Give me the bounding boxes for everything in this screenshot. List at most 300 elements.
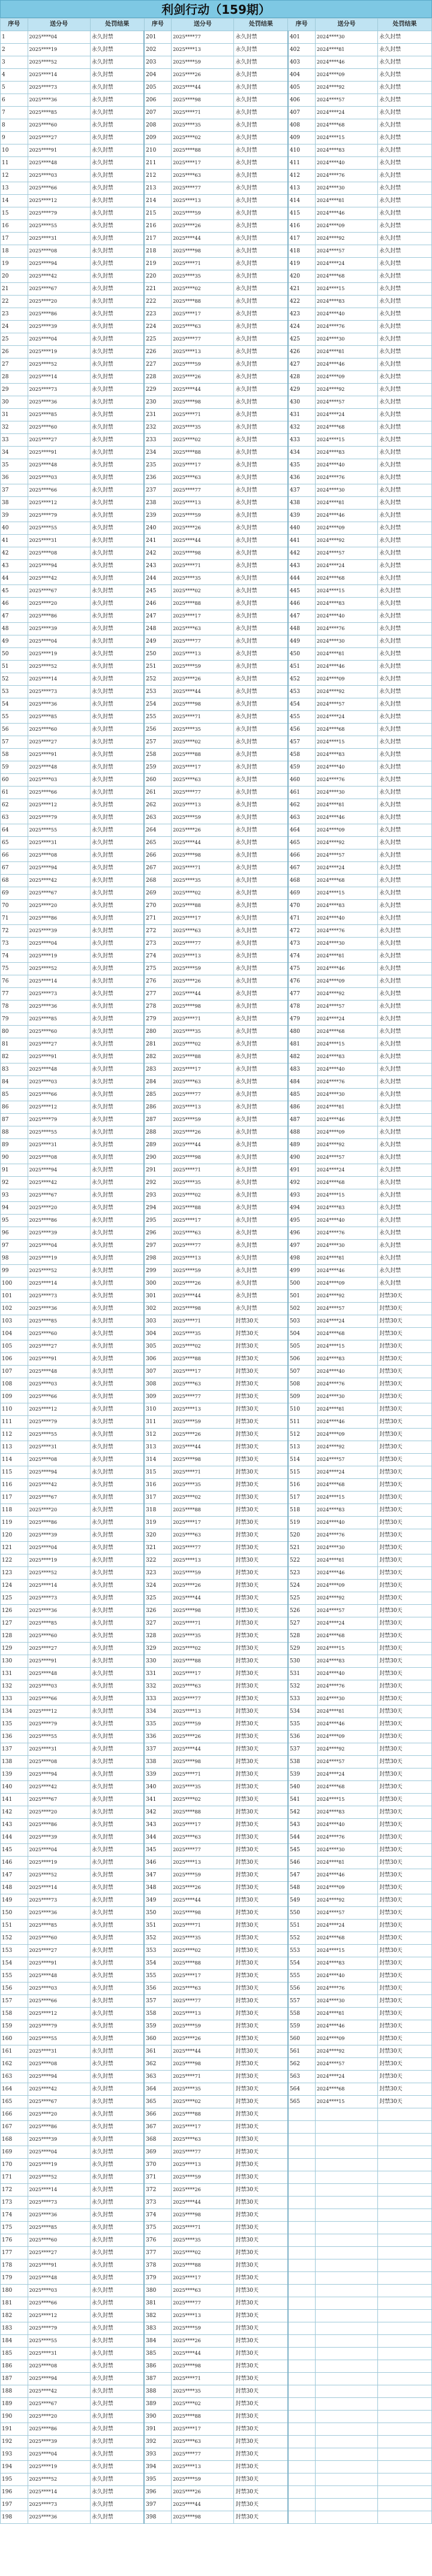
result-cell: 封禁30天 — [378, 2020, 432, 2033]
seq-cell: 466 — [288, 849, 316, 862]
id-cell: 2025****26 — [172, 371, 234, 384]
table-row — [1, 686, 432, 698]
seq-cell: 222 — [144, 296, 172, 308]
seq-cell: 35 — [1, 459, 28, 472]
id-cell: 2024****83 — [315, 1353, 377, 1366]
result-cell: 永久封禁 — [90, 2259, 144, 2272]
result-cell: 永久封禁 — [234, 724, 288, 736]
seq-cell: 485 — [288, 1089, 316, 1101]
result-cell: 永久封禁 — [378, 207, 432, 220]
result-cell: 封禁30天 — [234, 1454, 288, 1466]
table-row — [1, 1831, 432, 1844]
seq-cell: 71 — [1, 912, 28, 925]
id-cell: 2025****04 — [28, 2146, 90, 2159]
id-cell — [315, 2146, 377, 2159]
id-cell: 2025****08 — [28, 1454, 90, 1466]
seq-cell: 250 — [144, 648, 172, 661]
seq-cell — [288, 2108, 316, 2121]
id-cell: 2024****30 — [315, 1391, 377, 1403]
table-row — [1, 44, 432, 56]
seq-cell: 437 — [288, 484, 316, 497]
id-cell: 2025****39 — [28, 1529, 90, 1542]
result-cell: 永久封禁 — [90, 925, 144, 938]
result-cell: 永久封禁 — [90, 1718, 144, 1731]
seq-cell: 393 — [144, 2448, 172, 2461]
result-cell: 永久封禁 — [90, 409, 144, 421]
result-cell: 永久封禁 — [90, 69, 144, 82]
result-cell: 永久封禁 — [90, 1920, 144, 1932]
id-cell: 2025****60 — [28, 1026, 90, 1038]
table-row — [1, 1328, 432, 1340]
result-cell: 永久封禁 — [378, 812, 432, 824]
seq-cell: 83 — [1, 1063, 28, 1076]
seq-cell: 15 — [1, 207, 28, 220]
result-cell: 封禁30天 — [378, 1592, 432, 1605]
id-cell: 2025****08 — [28, 245, 90, 258]
result-cell: 封禁30天 — [378, 1441, 432, 1454]
seq-cell: 109 — [1, 1391, 28, 1403]
seq-cell: 533 — [288, 1693, 316, 1706]
result-cell: 永久封禁 — [378, 938, 432, 950]
result-cell: 封禁30天 — [234, 1353, 288, 1366]
id-cell: 2025****36 — [28, 1605, 90, 1617]
seq-cell: 354 — [144, 1957, 172, 1970]
seq-cell: 394 — [144, 2461, 172, 2473]
seq-cell: 47 — [1, 610, 28, 623]
seq-cell: 545 — [288, 1844, 316, 1857]
id-cell: 2024****46 — [315, 1114, 377, 1126]
result-cell: 永久封禁 — [234, 1076, 288, 1089]
result-cell: 封禁30天 — [234, 1894, 288, 1907]
id-cell: 2025****63 — [172, 623, 234, 635]
result-cell: 永久封禁 — [90, 1970, 144, 1983]
table-row — [1, 1290, 432, 1303]
seq-cell: 270 — [144, 900, 172, 912]
id-cell: 2024****92 — [315, 2045, 377, 2058]
result-cell: 永久封禁 — [234, 1089, 288, 1101]
id-cell: 2025****03 — [28, 1378, 90, 1391]
result-cell: 封禁30天 — [234, 1869, 288, 1882]
table-row — [1, 875, 432, 887]
id-cell: 2025****31 — [28, 233, 90, 245]
id-cell: 2024****40 — [315, 912, 377, 925]
result-cell: 永久封禁 — [90, 2020, 144, 2033]
id-cell: 2025****73 — [28, 384, 90, 396]
seq-cell: 306 — [144, 1353, 172, 1366]
result-cell: 永久封禁 — [378, 774, 432, 787]
id-cell: 2025****67 — [28, 585, 90, 598]
id-cell — [315, 2373, 377, 2385]
result-cell: 永久封禁 — [234, 673, 288, 686]
seq-cell: 57 — [1, 736, 28, 749]
result-cell: 永久封禁 — [90, 434, 144, 447]
result-cell: 封禁30天 — [234, 1857, 288, 1869]
seq-cell: 500 — [288, 1278, 316, 1290]
id-cell: 2025****48 — [28, 1063, 90, 1076]
result-cell: 封禁30天 — [234, 2033, 288, 2045]
seq-cell: 524 — [288, 1580, 316, 1592]
result-cell: 封禁30天 — [378, 1668, 432, 1680]
header-seq: 序号 — [144, 19, 172, 31]
result-cell: 永久封禁 — [378, 1265, 432, 1278]
table-row — [1, 1378, 432, 1391]
result-cell: 封禁30天 — [378, 1391, 432, 1403]
result-cell: 封禁30天 — [378, 1378, 432, 1391]
result-cell: 永久封禁 — [90, 1152, 144, 1164]
result-cell: 封禁30天 — [378, 1416, 432, 1429]
id-cell: 2025****59 — [172, 1265, 234, 1278]
id-cell: 2024****68 — [315, 1932, 377, 1945]
table-row — [1, 2411, 432, 2423]
result-cell: 封禁30天 — [234, 1479, 288, 1492]
result-cell: 永久封禁 — [234, 1026, 288, 1038]
result-cell: 永久封禁 — [90, 1492, 144, 1504]
id-cell: 2025****94 — [28, 862, 90, 875]
result-cell: 永久封禁 — [378, 975, 432, 988]
result-cell: 永久封禁 — [90, 1983, 144, 1995]
seq-cell — [288, 2222, 316, 2234]
result-cell: 永久封禁 — [90, 1026, 144, 1038]
result-cell: 封禁30天 — [234, 1945, 288, 1957]
seq-cell: 37 — [1, 484, 28, 497]
id-cell: 2025****03 — [28, 1983, 90, 1995]
id-cell: 2024****40 — [315, 157, 377, 170]
result-cell — [378, 2134, 432, 2146]
result-cell: 永久封禁 — [90, 2146, 144, 2159]
result-cell: 永久封禁 — [90, 963, 144, 975]
id-cell: 2025****36 — [28, 2209, 90, 2222]
result-cell: 封禁30天 — [234, 1416, 288, 1429]
result-cell: 永久封禁 — [378, 358, 432, 371]
seq-cell: 91 — [1, 1164, 28, 1177]
result-cell: 永久封禁 — [90, 2083, 144, 2096]
id-cell: 2025****42 — [28, 573, 90, 585]
id-cell: 2025****67 — [28, 1492, 90, 1504]
result-cell: 封禁30天 — [234, 2499, 288, 2511]
result-cell: 永久封禁 — [90, 1089, 144, 1101]
seq-cell: 44 — [1, 573, 28, 585]
seq-cell: 66 — [1, 849, 28, 862]
seq-cell: 468 — [288, 875, 316, 887]
seq-cell: 211 — [144, 157, 172, 170]
id-cell: 2025****02 — [172, 2096, 234, 2108]
id-cell — [315, 2285, 377, 2297]
id-cell: 2025****31 — [28, 1441, 90, 1454]
result-cell: 永久封禁 — [90, 1227, 144, 1240]
result-cell: 永久封禁 — [90, 799, 144, 812]
seq-cell: 258 — [144, 749, 172, 761]
result-cell: 永久封禁 — [90, 1844, 144, 1857]
seq-cell: 418 — [288, 245, 316, 258]
result-cell — [378, 2486, 432, 2499]
seq-cell: 268 — [144, 875, 172, 887]
id-cell: 2025****42 — [28, 2385, 90, 2398]
seq-cell: 3 — [1, 56, 28, 69]
seq-cell: 520 — [288, 1529, 316, 1542]
seq-cell: 138 — [1, 1756, 28, 1768]
id-cell — [315, 2411, 377, 2423]
result-cell: 封禁30天 — [234, 2045, 288, 2058]
id-cell: 2025****08 — [28, 547, 90, 560]
result-cell: 永久封禁 — [90, 522, 144, 535]
seq-cell: 326 — [144, 1605, 172, 1617]
result-cell: 封禁30天 — [234, 1504, 288, 1517]
seq-cell: 69 — [1, 887, 28, 900]
result-cell: 永久封禁 — [90, 711, 144, 724]
result-cell: 永久封禁 — [378, 698, 432, 711]
table-row — [1, 2473, 432, 2486]
result-cell: 永久封禁 — [90, 2385, 144, 2398]
id-cell: 2024****15 — [315, 1340, 377, 1353]
id-cell: 2025****14 — [28, 1580, 90, 1592]
table-row — [1, 698, 432, 711]
result-cell: 永久封禁 — [234, 849, 288, 862]
table-row — [1, 560, 432, 573]
seq-cell: 249 — [144, 635, 172, 648]
result-cell: 永久封禁 — [90, 1164, 144, 1177]
id-cell: 2025****98 — [172, 1756, 234, 1768]
seq-cell: 325 — [144, 1592, 172, 1605]
seq-cell: 445 — [288, 585, 316, 598]
id-cell: 2024****81 — [315, 44, 377, 56]
seq-cell: 152 — [1, 1932, 28, 1945]
result-cell: 永久封禁 — [378, 170, 432, 182]
id-cell: 2024****40 — [315, 1819, 377, 1831]
id-cell: 2025****17 — [172, 1970, 234, 1983]
seq-cell: 375 — [144, 2222, 172, 2234]
result-cell — [378, 2461, 432, 2473]
table-row — [1, 585, 432, 598]
seq-cell: 308 — [144, 1378, 172, 1391]
result-cell: 封禁30天 — [234, 2197, 288, 2209]
result-cell: 永久封禁 — [234, 472, 288, 484]
id-cell: 2025****44 — [172, 686, 234, 698]
seq-cell: 314 — [144, 1454, 172, 1466]
seq-cell — [288, 2197, 316, 2209]
id-cell: 2025****88 — [172, 1051, 234, 1063]
id-cell: 2024****83 — [315, 749, 377, 761]
seq-cell: 432 — [288, 421, 316, 434]
id-cell: 2025****71 — [172, 1164, 234, 1177]
result-cell: 永久封禁 — [90, 2348, 144, 2360]
id-cell: 2024****15 — [315, 887, 377, 900]
result-cell — [378, 2411, 432, 2423]
result-cell: 封禁30天 — [234, 2511, 288, 2524]
id-cell: 2025****35 — [172, 573, 234, 585]
table-row — [1, 434, 432, 447]
seq-cell: 76 — [1, 975, 28, 988]
table-row — [1, 1542, 432, 1554]
result-cell — [378, 2159, 432, 2171]
seq-cell: 321 — [144, 1542, 172, 1554]
seq-cell: 217 — [144, 233, 172, 245]
result-cell: 封禁30天 — [234, 1542, 288, 1554]
result-cell: 封禁30天 — [234, 1718, 288, 1731]
id-cell: 2024****76 — [315, 1076, 377, 1089]
result-cell — [378, 2335, 432, 2348]
result-cell: 永久封禁 — [90, 2285, 144, 2297]
result-cell: 永久封禁 — [90, 296, 144, 308]
seq-cell: 93 — [1, 1189, 28, 1202]
result-cell: 永久封禁 — [90, 749, 144, 761]
table-row — [1, 2310, 432, 2322]
id-cell: 2025****77 — [172, 938, 234, 950]
id-cell: 2024****68 — [315, 875, 377, 887]
header-seq: 序号 — [288, 19, 316, 31]
seq-cell: 324 — [144, 1580, 172, 1592]
table-row — [1, 1139, 432, 1152]
result-cell: 永久封禁 — [90, 1290, 144, 1303]
id-cell: 2025****17 — [172, 1215, 234, 1227]
seq-cell: 544 — [288, 1831, 316, 1844]
seq-cell: 442 — [288, 547, 316, 560]
id-cell: 2025****12 — [28, 195, 90, 207]
result-cell: 封禁30天 — [378, 1731, 432, 1743]
seq-cell: 420 — [288, 270, 316, 283]
id-cell: 2025****88 — [172, 1504, 234, 1517]
id-cell — [315, 2209, 377, 2222]
seq-cell: 161 — [1, 2045, 28, 2058]
seq-cell: 4 — [1, 69, 28, 82]
id-cell: 2025****71 — [172, 107, 234, 119]
id-cell: 2024****83 — [315, 1957, 377, 1970]
result-cell: 封禁30天 — [234, 2247, 288, 2259]
seq-cell: 299 — [144, 1265, 172, 1278]
id-cell: 2025****88 — [172, 144, 234, 157]
seq-cell: 470 — [288, 900, 316, 912]
seq-cell: 363 — [144, 2071, 172, 2083]
table-row — [1, 119, 432, 132]
result-cell: 永久封禁 — [90, 497, 144, 510]
id-cell: 2025****17 — [172, 610, 234, 623]
seq-cell: 510 — [288, 1403, 316, 1416]
id-cell: 2025****20 — [28, 296, 90, 308]
result-cell: 永久封禁 — [90, 2209, 144, 2222]
id-cell: 2025****48 — [28, 1366, 90, 1378]
id-cell: 2025****77 — [172, 1089, 234, 1101]
id-cell: 2024****57 — [315, 396, 377, 409]
id-cell: 2025****14 — [28, 69, 90, 82]
result-cell: 永久封禁 — [378, 1202, 432, 1215]
id-cell: 2024****24 — [315, 1768, 377, 1781]
id-cell: 2025****04 — [28, 333, 90, 346]
id-cell: 2025****20 — [28, 1504, 90, 1517]
result-cell: 封禁30天 — [234, 2310, 288, 2322]
id-cell: 2025****02 — [172, 283, 234, 296]
result-cell: 永久封禁 — [90, 484, 144, 497]
result-cell: 永久封禁 — [90, 787, 144, 799]
id-cell: 2025****71 — [172, 2222, 234, 2234]
seq-cell: 180 — [1, 2285, 28, 2297]
seq-cell: 427 — [288, 358, 316, 371]
result-cell: 永久封禁 — [234, 875, 288, 887]
table-row — [1, 1567, 432, 1580]
result-cell: 永久封禁 — [378, 522, 432, 535]
id-cell: 2024****76 — [315, 925, 377, 938]
seq-cell — [288, 2322, 316, 2335]
result-cell: 永久封禁 — [90, 1668, 144, 1680]
seq-cell: 565 — [288, 2096, 316, 2108]
seq-cell: 171 — [1, 2171, 28, 2184]
result-cell: 永久封禁 — [234, 938, 288, 950]
header-row — [1, 19, 432, 31]
result-cell: 永久封禁 — [90, 724, 144, 736]
id-cell: 2025****04 — [28, 31, 90, 44]
result-cell: 永久封禁 — [90, 1894, 144, 1907]
seq-cell: 75 — [1, 963, 28, 975]
seq-cell: 24 — [1, 321, 28, 333]
id-cell: 2024****09 — [315, 69, 377, 82]
result-cell — [378, 2360, 432, 2373]
seq-cell: 499 — [288, 1265, 316, 1278]
result-cell: 永久封禁 — [90, 1794, 144, 1806]
result-cell: 永久封禁 — [90, 157, 144, 170]
id-cell: 2024****24 — [315, 409, 377, 421]
seq-cell: 61 — [1, 787, 28, 799]
table-row — [1, 1403, 432, 1416]
id-cell: 2025****48 — [28, 1668, 90, 1680]
seq-cell: 542 — [288, 1806, 316, 1819]
id-cell: 2024****83 — [315, 447, 377, 459]
id-cell: 2024****15 — [315, 1038, 377, 1051]
seq-cell: 220 — [144, 270, 172, 283]
result-cell: 封禁30天 — [234, 1554, 288, 1567]
result-cell: 永久封禁 — [378, 547, 432, 560]
seq-cell: 124 — [1, 1580, 28, 1592]
table-row — [1, 321, 432, 333]
seq-cell: 16 — [1, 220, 28, 233]
id-cell: 2025****12 — [28, 2008, 90, 2020]
seq-cell: 407 — [288, 107, 316, 119]
id-cell: 2025****17 — [172, 912, 234, 925]
id-cell: 2025****35 — [172, 2234, 234, 2247]
result-cell: 永久封禁 — [378, 711, 432, 724]
seq-cell: 1 — [1, 31, 28, 44]
seq-cell: 529 — [288, 1643, 316, 1655]
table-row — [1, 245, 432, 258]
id-cell: 2025****59 — [172, 358, 234, 371]
table-row — [1, 333, 432, 346]
result-cell: 永久封禁 — [90, 1945, 144, 1957]
table-row — [1, 724, 432, 736]
table-row — [1, 396, 432, 409]
id-cell: 2025****27 — [28, 736, 90, 749]
result-cell: 永久封禁 — [90, 1013, 144, 1026]
result-cell: 封禁30天 — [234, 1794, 288, 1806]
table-row — [1, 1706, 432, 1718]
seq-cell: 119 — [1, 1517, 28, 1529]
id-cell: 2024****09 — [315, 673, 377, 686]
id-cell: 2025****26 — [172, 69, 234, 82]
seq-cell: 556 — [288, 1983, 316, 1995]
result-cell: 永久封禁 — [90, 975, 144, 988]
seq-cell: 111 — [1, 1416, 28, 1429]
result-cell: 永久封禁 — [90, 170, 144, 182]
header-id: 送分号 — [28, 19, 90, 31]
result-cell: 永久封禁 — [90, 1907, 144, 1920]
id-cell: 2024****30 — [315, 938, 377, 950]
id-cell: 2025****52 — [28, 56, 90, 69]
result-cell: 封禁30天 — [234, 1429, 288, 1441]
table-row — [1, 1731, 432, 1743]
seq-cell: 408 — [288, 119, 316, 132]
result-cell: 永久封禁 — [234, 220, 288, 233]
result-cell: 永久封禁 — [378, 824, 432, 837]
header-result: 处罚结果 — [378, 19, 432, 31]
id-cell: 2025****17 — [172, 157, 234, 170]
seq-cell: 254 — [144, 698, 172, 711]
id-cell: 2025****17 — [172, 761, 234, 774]
